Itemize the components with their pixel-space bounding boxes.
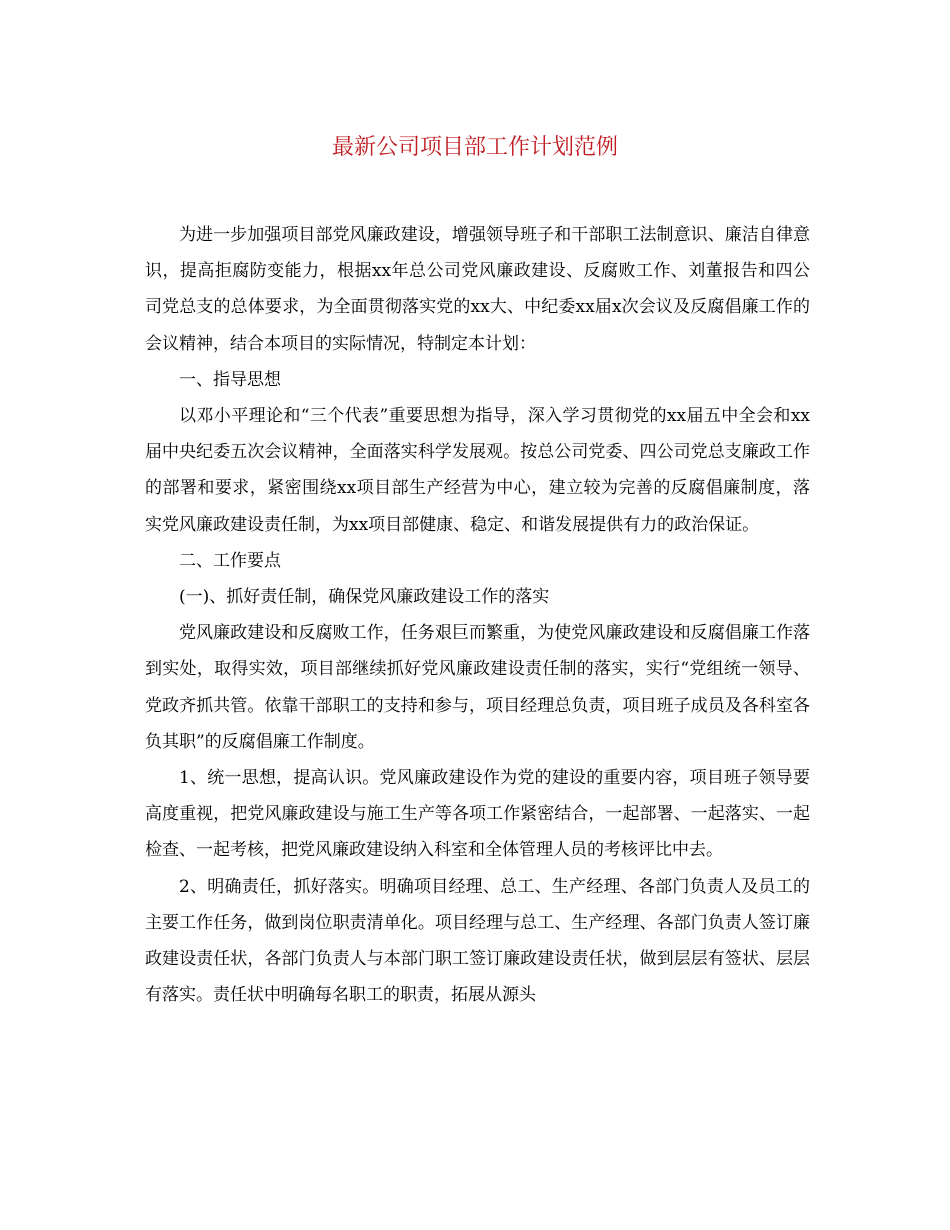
paragraph-intro: 为进一步加强项目部党风廉政建设，增强领导班子和干部职工法制意识、廉洁自律意识，提高拒腐防变能力，根据xx年总公司党风廉政建设、反腐败工作、刘董报告和四公司党总支的总体要求，为全面贯彻落实党的xx大、中纪委xx届x次会议及反腐倡廉工作的会议精神，结合本项目的实际情况，特制定本计划： [145, 225, 810, 354]
document-title: 最新公司项目部工作计划范例 [331, 135, 618, 160]
paragraph-item-2: 2、明确责任，抓好落实。明确项目经理、总工、生产经理、各部门负责人及员工的主要工作任务，做到岗位职责清单化。项目经理与总工、生产经理、各部门负责人签订廉政建设责任状，各部门负责人与本部门职工签订廉政建设责任状，做到层层有签状、层层有落实。责任状中明确每名职工的职责，拓展从源头 [145, 876, 810, 1006]
subheading-responsibility: (一)、抓好责任制，确保党风廉政建设工作的落实 [179, 587, 550, 608]
paragraph-responsibility: 党风廉政建设和反腐败工作，任务艰巨而繁重，为使党风廉政建设和反腐倡廉工作落到实处，取得实效，项目部继续抓好党风廉政建设责任制的落实，实行“党组统一领导、党政齐抓共管。依靠干部职工的支持和参与，项目经理总负责，项目班子成员及各科室各负其职”的反腐倡廉工作制度。 [145, 623, 810, 752]
heading-guiding-thought: 一、指导思想 [179, 369, 281, 390]
paragraph-item-1: 1、统一思想，提高认识。党风廉政建设作为党的建设的重要内容，项目班子领导要高度重视，把党风廉政建设与施工生产等各项工作紧密结合，一起部署、一起落实、一起检查、一起考核，把党风廉政建设纳入科室和全体管理人员的考核评比中去。 [145, 768, 810, 861]
document-body [145, 217, 810, 1013]
heading-work-points: 二、工作要点 [179, 550, 281, 571]
paragraph-guiding-thought: 以邓小平理论和“三个代表”重要思想为指导，深入学习贯彻党的xx届五中全会和xx届中央纪委五次会议精神，全面落实科学发展观。按总公司党委、四公司党总支廉政工作的部署和要求，紧密围绕xx项目部生产经营为中心，建立较为完善的反腐倡廉制度，落实党风廉政建设责任制，为xx项目部健康、稳定、和谐发展提供有力的政治保证。 [145, 406, 810, 535]
